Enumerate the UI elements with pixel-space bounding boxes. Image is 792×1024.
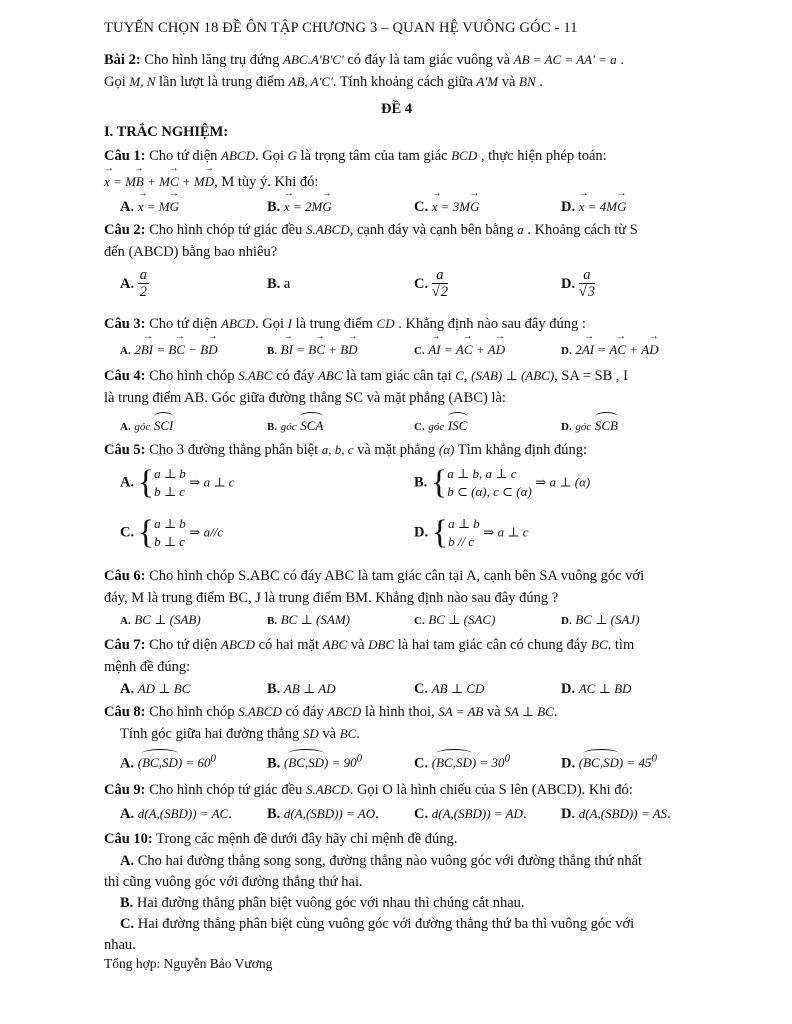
q6-line1: Câu 6: Cho hình chóp S.ABC có đáy ABC là tam giác cân tại A, cạnh bên SA vuông góc với xyxy=(104,568,645,584)
q2-line2: đến (ABCD) bằng bao nhiêu? xyxy=(104,244,278,260)
q10-option-b[interactable]: B. Hai đường thẳng phân biệt vuông góc với nhau thì chúng cắt nhau. xyxy=(120,895,525,911)
q3-option-b[interactable]: B. → BI = → BC + → BD xyxy=(267,342,358,359)
q4-line1: Câu 4: Cho hình chóp S.ABC có đáy ABC là tam giác cân tại C, (SAB) ⊥ (ABC), SA = SB , I xyxy=(104,368,629,384)
q5-option-b[interactable]: B. {a ⊥ b, a ⊥ c b ⊂ (α), c ⊂ (α) ⇒ a ⊥ (α) xyxy=(414,464,591,501)
q7-line2: mệnh đề đúng: xyxy=(104,659,191,675)
q10-option-a-cont: thì cũng vuông góc với đường thẳng thứ hai. xyxy=(104,874,363,890)
q4-option-c[interactable]: C. góc ISC xyxy=(414,418,468,433)
bai2-line2: Gọi M, N lần lượt là trung điểm AB, A'C'. Tính khoảng cách giữa A'M và BN . xyxy=(104,74,543,90)
q1-line1: Câu 1: Cho tứ diện ABCD. Gọi G là trọng tâm của tam giác BCD , thực hiện phép toán: xyxy=(104,148,607,164)
q6-option-a[interactable]: A. BC ⊥ (SAB) xyxy=(120,612,201,627)
q8-line2: Tính góc giữa hai đường thẳng SD và BC. xyxy=(120,726,360,742)
q7-line1: Câu 7: Cho tứ diện ABCD có hai mặt ABC và DBC là hai tam giác cân có chung đáy BC. tìm xyxy=(104,637,635,653)
q6-option-d[interactable]: D. BC ⊥ (SAJ) xyxy=(561,612,640,627)
q1-option-a[interactable]: A. → x = → MG xyxy=(120,199,179,216)
q9-line1: Câu 9: Cho hình chóp tứ giác đều S.ABCD. Gọi O là hình chiếu của S lên (ABCD). Khi đó: xyxy=(104,782,633,798)
q1-option-c[interactable]: C. → x = 3→ MG xyxy=(414,199,480,216)
q1-option-b[interactable]: B. → x = 2→ MG xyxy=(267,199,332,216)
q1-expression: → x = → MB + → MC + → MD, M tùy ý. Khi đó: xyxy=(104,174,318,191)
q7-option-b[interactable]: B. AB ⊥ AD xyxy=(267,681,336,697)
q2-line1: Câu 2: Cho hình chóp tứ giác đều S.ABCD, cạnh đáy và cạnh bên bằng a . Khoảng cách từ S xyxy=(104,222,638,238)
q8-option-a[interactable]: A. $(BC,SD) = 60^0$ xyxy=(120,753,216,772)
q8-option-d[interactable]: D. $(BC,SD) = 45^0$ xyxy=(561,753,657,772)
q7-option-c[interactable]: C. AB ⊥ CD xyxy=(414,681,485,697)
q3-option-d[interactable]: D. 2→ AI = → AC + → AD xyxy=(561,342,659,359)
q3-line1: Câu 3: Cho tứ diện ABCD. Gọi I là trung điểm CD . Khẳng định nào sau đây đúng : xyxy=(104,316,586,332)
page-footer: Tổng hợp: Nguyễn Bảo Vương xyxy=(104,956,273,971)
q10-line1: Câu 10: Trong các mệnh đề dưới đây hãy chỉ mệnh đề đúng. xyxy=(104,831,458,847)
q9-option-a[interactable]: A. d(A,(SBD)) = AC. xyxy=(120,806,232,822)
q6-line2: đáy, M là trung điểm BC, J là trung điểm BM. Khẳng định nào sau đây đúng ? xyxy=(104,590,559,606)
q4-option-d[interactable]: D. góc SCB xyxy=(561,418,618,433)
q4-option-b[interactable]: B. góc SCA xyxy=(267,418,324,433)
q7-option-d[interactable]: D. AC ⊥ BD xyxy=(561,681,632,697)
q2-option-a[interactable]: A. $\frac{a}{2}$ xyxy=(120,267,147,300)
q8-line1: Câu 8: Cho hình chóp S.ABCD có đáy ABCD là hình thoi, SA = AB và SA ⊥ BC. xyxy=(104,704,558,720)
q10-option-a[interactable]: A. Cho hai đường thẳng song song, đường thẳng nào vuông góc với đường thẳng thứ nhất xyxy=(120,853,643,869)
q10-option-c-cont: nhau. xyxy=(104,937,136,953)
bai2-line1: Bài 2: Cho hình lăng trụ đứng ABC.A'B'C' có đáy là tam giác vuông và AB = AC = AA' = a . xyxy=(104,52,624,68)
q9-option-b[interactable]: B. d(A,(SBD)) = AO. xyxy=(267,806,379,822)
q8-option-c[interactable]: C. $(BC,SD) = 30^0$ xyxy=(414,753,510,772)
q8-option-b[interactable]: B. $(BC,SD) = 90^0$ xyxy=(267,753,363,772)
q3-option-a[interactable]: A. 2→ BI = → BC − → BD xyxy=(120,342,218,359)
q4-line2: là trung điểm AB. Góc giữa đường thẳng SC và mặt phẳng (ABC) là: xyxy=(104,390,506,406)
exam-title: ĐỀ 4 xyxy=(381,101,413,117)
q6-option-b[interactable]: B. BC ⊥ (SAM) xyxy=(267,612,350,627)
q5-line1: Câu 5: Cho 3 đường thẳng phân biệt a, b, c và mặt phẳng (α) Tìm khẳng định đúng: xyxy=(104,442,588,458)
q9-option-c[interactable]: C. d(A,(SBD)) = AD. xyxy=(414,806,527,822)
q9-option-d[interactable]: D. d(A,(SBD)) = AS. xyxy=(561,806,671,822)
q2-option-b[interactable]: B. a xyxy=(267,276,291,292)
q10-option-c[interactable]: C. Hai đường thẳng phân biệt cùng vuông góc với đường thẳng thứ ba thì vuông góc với xyxy=(120,916,635,932)
q5-option-d[interactable]: D. {a ⊥ b b // c ⇒ a ⊥ c xyxy=(414,514,529,551)
q6-option-c[interactable]: C. BC ⊥ (SAC) xyxy=(414,612,496,627)
q4-option-a[interactable]: A. góc SCI xyxy=(120,418,174,433)
q2-option-c[interactable]: C. $\frac{a}{√2}$ xyxy=(414,267,448,300)
q7-option-a[interactable]: A. AD ⊥ BC xyxy=(120,681,191,697)
page-header: TUYỂN CHỌN 18 ĐỀ ÔN TẬP CHƯƠNG 3 – QUAN HỆ VUÔNG GÓC - 11 xyxy=(104,20,578,36)
q5-option-a[interactable]: A. {a ⊥ b b ⊥ c ⇒ a ⊥ c xyxy=(120,464,235,501)
q2-option-d[interactable]: D. $\frac{a}{√3}$ xyxy=(561,267,595,300)
section-title: I. TRẮC NGHIỆM: xyxy=(104,124,229,140)
q1-option-d[interactable]: D. → x = 4→ MG xyxy=(561,199,627,216)
q3-option-c[interactable]: C. → AI = → AC + → AD xyxy=(414,342,505,359)
q5-option-c[interactable]: C. {a ⊥ b b ⊥ c ⇒ a//c xyxy=(120,514,224,551)
